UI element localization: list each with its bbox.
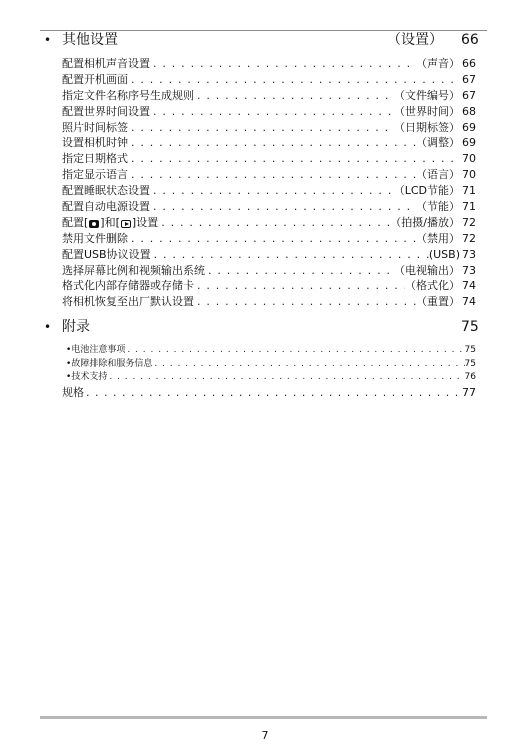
appendix-entries [62, 344, 476, 400]
entry-title: 配置相机声音设置 [62, 57, 150, 70]
toc-entry[interactable] [62, 104, 476, 120]
dot-leader [150, 104, 394, 120]
toc-entry[interactable] [62, 199, 476, 215]
toc-entry[interactable] [62, 88, 476, 104]
toc-entry[interactable] [62, 215, 476, 231]
playback-icon [121, 220, 131, 228]
dot-leader [205, 263, 394, 279]
dot-leader [128, 135, 416, 151]
toc-entry[interactable] [62, 135, 476, 151]
entry-page: 69 [462, 136, 476, 150]
entry-ref: （格式化） [405, 279, 460, 293]
entry-ref: （LCD节能） [393, 184, 460, 198]
toc-entry[interactable] [62, 278, 476, 294]
bullet-icon: • [66, 345, 72, 355]
entry-title-part: ]设置 [131, 215, 159, 229]
entry-page: 75 [464, 345, 476, 355]
entry-title: 将相机恢复至出厂默认设置 [62, 295, 194, 309]
entry-ref: （拍摄/播放） [390, 215, 460, 229]
entry-page: 71 [462, 184, 476, 198]
entry-title: 电池注意事项 [71, 345, 126, 355]
entry-title: 照片时间标签 [62, 120, 128, 134]
entry-title: 禁用文件删除 [62, 231, 128, 245]
entry-page: 67 [462, 72, 476, 86]
entry-title: 配置开机画面 [62, 72, 128, 86]
toc-entry[interactable] [62, 294, 476, 310]
section-heading-settings[interactable] [44, 30, 477, 50]
dot-leader [152, 358, 464, 372]
specs-entry[interactable] [62, 385, 476, 400]
entry-page: 73 [462, 247, 476, 261]
entry-page: 70 [462, 168, 476, 182]
entry-title: 配置USB协议设置 [62, 247, 151, 261]
section-page: 75 [461, 319, 479, 335]
dot-leader [150, 183, 394, 199]
entry-title: 指定日期格式 [62, 152, 128, 166]
entry-title: 规格 [62, 385, 84, 399]
dot-leader [128, 231, 416, 247]
bullet-icon: • [66, 372, 72, 382]
camera-icon [89, 220, 99, 228]
entry-page: 74 [462, 295, 476, 309]
page-number: 7 [261, 729, 269, 742]
entry-title: 指定显示语言 [62, 168, 128, 182]
appendix-entry[interactable] [62, 344, 476, 358]
toc-entry[interactable] [62, 263, 476, 279]
section-ref: （设置） [387, 32, 443, 48]
dot-leader [84, 385, 462, 400]
entry-title: 配置世界时间设置 [62, 104, 150, 118]
dot-leader [194, 88, 394, 104]
entry-page: 72 [462, 231, 476, 245]
bullet-icon: • [66, 358, 72, 369]
entry-ref: （声音） [416, 57, 460, 70]
dot-leader [128, 151, 460, 167]
entry-page: 77 [462, 385, 476, 399]
dot-leader [107, 371, 464, 385]
entry-ref: （世界时间） [394, 104, 460, 118]
dot-leader [151, 247, 429, 263]
entry-title: 配置睡眠状态设置 [62, 184, 150, 198]
bullet-icon: • [44, 320, 52, 334]
entry-page: 67 [462, 88, 476, 102]
entry-title: 故障排除和服务信息 [71, 358, 153, 369]
toc-entry[interactable] [62, 247, 476, 263]
entry-ref: （文件编号） [394, 88, 460, 102]
dot-leader [128, 72, 460, 88]
section-title: 其他设置 [62, 32, 118, 48]
dot-leader [158, 215, 390, 231]
entry-page: 76 [464, 372, 476, 382]
entry-ref: （电视输出） [394, 263, 460, 277]
dot-leader [128, 167, 416, 183]
entry-ref: （节能） [416, 200, 460, 214]
dot-leader [150, 199, 416, 215]
toc-entry[interactable] [62, 56, 476, 72]
toc-entry[interactable] [62, 183, 476, 199]
entry-ref: （日期标签） [394, 120, 460, 134]
entry-page: 71 [462, 200, 476, 214]
entry-title: 设置相机时钟 [62, 136, 128, 150]
toc-entries [62, 56, 476, 310]
entry-title: 指定文件名称序号生成规则 [62, 88, 194, 102]
entry-title-part: ]和[ [100, 215, 120, 229]
entry-ref: （重置） [416, 295, 460, 309]
entry-title [62, 215, 158, 231]
entry-page: 66 [462, 57, 476, 70]
appendix-entry[interactable] [62, 371, 476, 385]
entry-title: 技术支持 [71, 372, 108, 382]
entry-ref: （语言） [416, 168, 460, 182]
bullet-icon: • [44, 33, 52, 47]
entry-page: 75 [464, 358, 476, 369]
section-page: 66 [461, 32, 479, 48]
entry-page: 70 [462, 152, 476, 166]
section-heading-appendix[interactable] [44, 317, 477, 337]
entry-page: 72 [462, 215, 476, 229]
entry-page: 69 [462, 120, 476, 134]
entry-ref: （调整） [416, 136, 460, 150]
entry-page: 73 [462, 263, 476, 277]
entry-title: 选择屏幕比例和视频输出系统 [62, 263, 205, 277]
appendix-entry[interactable] [62, 358, 476, 372]
dot-leader [194, 294, 416, 310]
entry-page: 74 [462, 279, 476, 293]
toc-entry[interactable] [62, 231, 476, 247]
entry-title-part: 配置[ [62, 215, 89, 229]
dot-leader [150, 56, 416, 72]
toc-entry[interactable] [62, 72, 476, 88]
section-title: 附录 [62, 319, 90, 335]
toc-entry[interactable] [62, 151, 476, 167]
dot-leader [128, 120, 394, 136]
toc-entry[interactable] [62, 120, 476, 136]
entry-title: 配置自动电源设置 [62, 200, 150, 214]
entry-ref: （禁用） [416, 231, 460, 245]
entry-title: 格式化内部存储器或存储卡 [62, 279, 194, 293]
entry-ref: (USB) [428, 247, 460, 261]
dot-leader [194, 278, 405, 294]
entry-page: 68 [462, 104, 476, 118]
bottom-rule [40, 716, 487, 719]
toc-entry[interactable] [62, 167, 476, 183]
dot-leader [125, 344, 464, 358]
